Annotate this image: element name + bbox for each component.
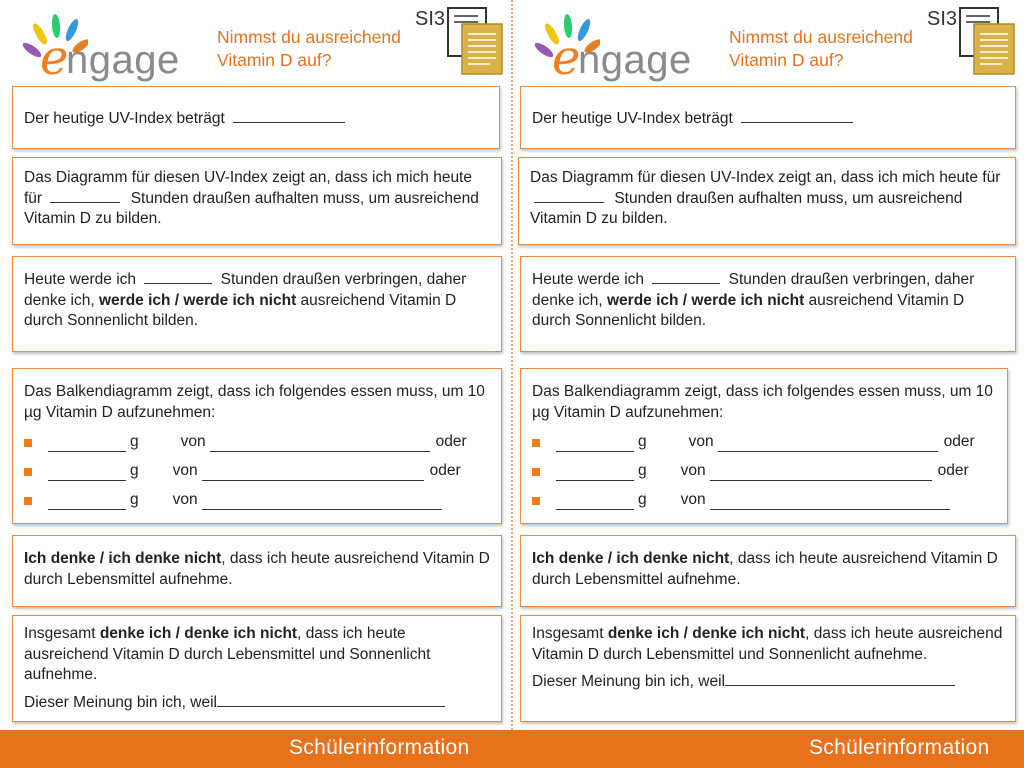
worksheet-left	[0, 0, 512, 730]
bullet-square-icon	[24, 497, 32, 505]
uv-index-blank[interactable]	[233, 109, 345, 123]
food-row-2: g von oder	[532, 460, 996, 481]
sheet-code: SI3	[927, 8, 958, 30]
footer-label-right: Schülerinformation	[809, 736, 990, 759]
reason-blank[interactable]	[217, 693, 445, 707]
bullet-square-icon	[532, 468, 540, 476]
hours-blank[interactable]	[50, 189, 120, 203]
total-opinion-box: Insgesamt denke ich / denke ich nicht, dass ich heute ausreichend Vitamin D durch Lebensmittel und Sonnenlicht aufnehme. Dieser Meinung bin ich, weil	[520, 615, 1016, 722]
outside-box: Heute werde ich Stunden draußen verbringen, daher denke ich, werde ich / werde ich nicht ausreichend Vitamin D durch Sonnenlicht bilden.	[12, 256, 502, 352]
document-stack-icon	[446, 6, 506, 76]
page-title: Nimmst du ausreichend Vitamin D auf?	[217, 27, 401, 70]
diagram-box: Das Diagramm für diesen UV-Index zeigt an, dass ich mich heute für Stunden draußen aufhalten muss, um ausreichend Vitamin D zu bilden.	[12, 157, 502, 245]
footer-bar	[0, 730, 1024, 768]
logo-letter-e: e	[552, 30, 581, 86]
food-opinion-box: Ich denke / ich denke nicht, dass ich heute ausreichend Vitamin D durch Lebensmittel aufnehme.	[520, 535, 1016, 607]
logo-wordmark: ngage	[578, 38, 692, 82]
bar-chart-box: Das Balkendiagramm zeigt, dass ich folgendes essen muss, um 10 µg Vitamin D aufzunehmen: g von oder g von oder g von	[520, 368, 1008, 524]
bullet-square-icon	[532, 497, 540, 505]
food-blank[interactable]	[202, 467, 424, 481]
footer-label-left: Schülerinformation	[289, 736, 470, 759]
uv-index-blank[interactable]	[741, 109, 853, 123]
document-stack-icon	[958, 6, 1018, 76]
outside-hours-blank[interactable]	[652, 270, 720, 284]
amount-blank[interactable]	[48, 467, 126, 481]
amount-blank[interactable]	[556, 438, 634, 452]
bullet-square-icon	[24, 468, 32, 476]
bullet-square-icon	[24, 439, 32, 447]
total-opinion-box: Insgesamt denke ich / denke ich nicht, dass ich heute ausreichend Vitamin D durch Lebensmittel und Sonnenlicht aufnehme. Dieser Meinung bin ich, weil	[12, 615, 502, 722]
amount-blank[interactable]	[48, 438, 126, 452]
hours-blank[interactable]	[534, 189, 604, 203]
bar-chart-box: Das Balkendiagramm zeigt, dass ich folgendes essen muss, um 10 µg Vitamin D aufzunehmen: g von oder g von oder g von	[12, 368, 502, 524]
worksheet-right	[512, 0, 1024, 730]
food-row-3: g von	[532, 489, 996, 510]
amount-blank[interactable]	[556, 467, 634, 481]
food-blank[interactable]	[210, 438, 430, 452]
uv-index-box: Der heutige UV-Index beträgt	[12, 86, 500, 149]
reason-blank[interactable]	[725, 672, 955, 686]
page-title: Nimmst du ausreichend Vitamin D auf?	[729, 27, 913, 70]
food-row-3: g von	[24, 489, 490, 510]
food-blank[interactable]	[718, 438, 938, 452]
diagram-box: Das Diagramm für diesen UV-Index zeigt an, dass ich mich heute für Stunden draußen aufhalten muss, um ausreichend Vitamin D zu bilden.	[518, 157, 1016, 245]
food-blank[interactable]	[202, 496, 442, 510]
engage-logo	[530, 12, 705, 86]
food-blank[interactable]	[710, 467, 932, 481]
food-row-1: g von oder	[532, 431, 996, 452]
engage-logo	[18, 12, 193, 86]
bullet-square-icon	[532, 439, 540, 447]
amount-blank[interactable]	[556, 496, 634, 510]
logo-letter-e: e	[40, 30, 69, 86]
food-blank[interactable]	[710, 496, 950, 510]
outside-hours-blank[interactable]	[144, 270, 212, 284]
amount-blank[interactable]	[48, 496, 126, 510]
food-row-2: g von oder	[24, 460, 490, 481]
outside-box: Heute werde ich Stunden draußen verbringen, daher denke ich, werde ich / werde ich nicht ausreichend Vitamin D durch Sonnenlicht bilden.	[520, 256, 1016, 352]
sheet-code: SI3	[415, 8, 446, 30]
logo-wordmark: ngage	[66, 38, 180, 82]
food-row-1: g von oder	[24, 431, 490, 452]
food-opinion-box: Ich denke / ich denke nicht, dass ich heute ausreichend Vitamin D durch Lebensmittel aufnehme.	[12, 535, 502, 607]
uv-index-box: Der heutige UV-Index beträgt	[520, 86, 1016, 149]
